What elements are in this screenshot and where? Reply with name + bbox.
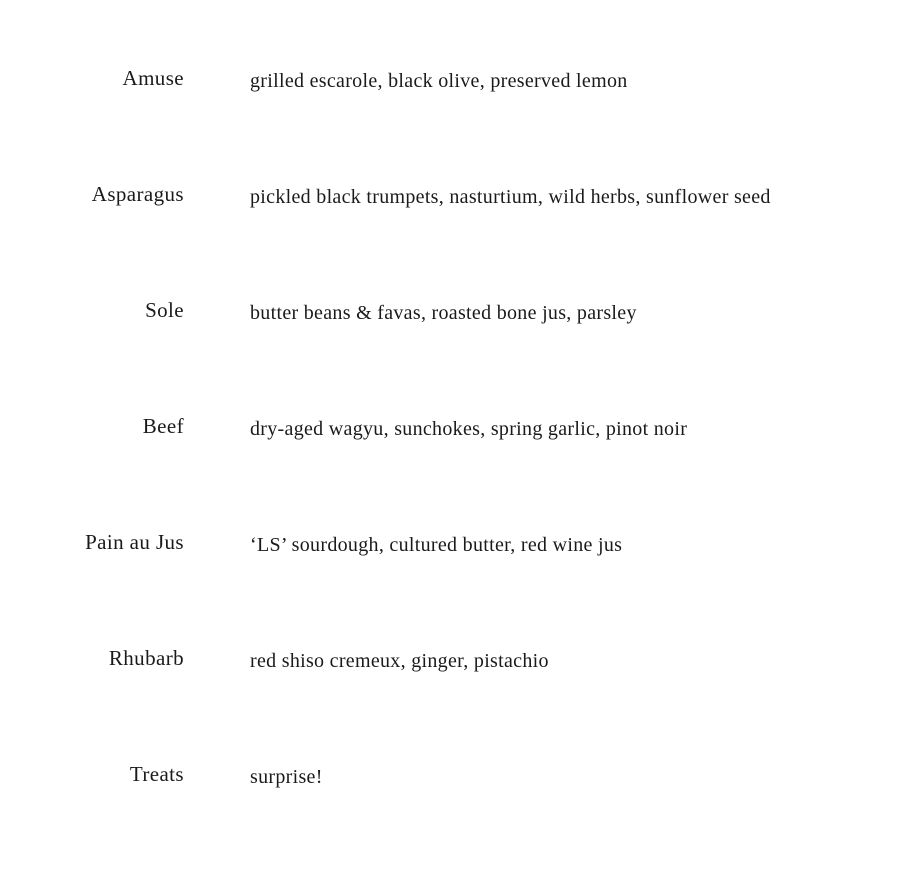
course-description: pickled black trumpets, nasturtium, wild herbs, sunflower seed <box>250 186 771 208</box>
course-name: Beef <box>142 414 184 438</box>
course-description: surprise! <box>250 766 323 788</box>
menu-course-row <box>0 66 918 182</box>
course-name: Amuse <box>122 66 184 90</box>
menu-course-row <box>0 530 918 646</box>
menu-course-row <box>0 298 918 414</box>
course-name: Asparagus <box>91 182 184 206</box>
course-description: grilled escarole, black olive, preserved lemon <box>250 70 628 92</box>
menu-course-row <box>0 762 918 878</box>
course-name: Pain au Jus <box>85 530 184 554</box>
course-name: Rhubarb <box>108 646 184 670</box>
course-name: Sole <box>145 298 184 322</box>
course-description: butter beans & favas, roasted bone jus, parsley <box>250 302 637 324</box>
course-description: red shiso cremeux, ginger, pistachio <box>250 650 549 672</box>
course-description: dry-aged wagyu, sunchokes, spring garlic, pinot noir <box>250 418 688 440</box>
course-description: ‘LS’ sourdough, cultured butter, red wine jus <box>250 534 623 556</box>
course-name: Treats <box>129 762 184 786</box>
menu-course-row <box>0 414 918 530</box>
menu-course-row <box>0 182 918 298</box>
menu-course-row <box>0 646 918 762</box>
